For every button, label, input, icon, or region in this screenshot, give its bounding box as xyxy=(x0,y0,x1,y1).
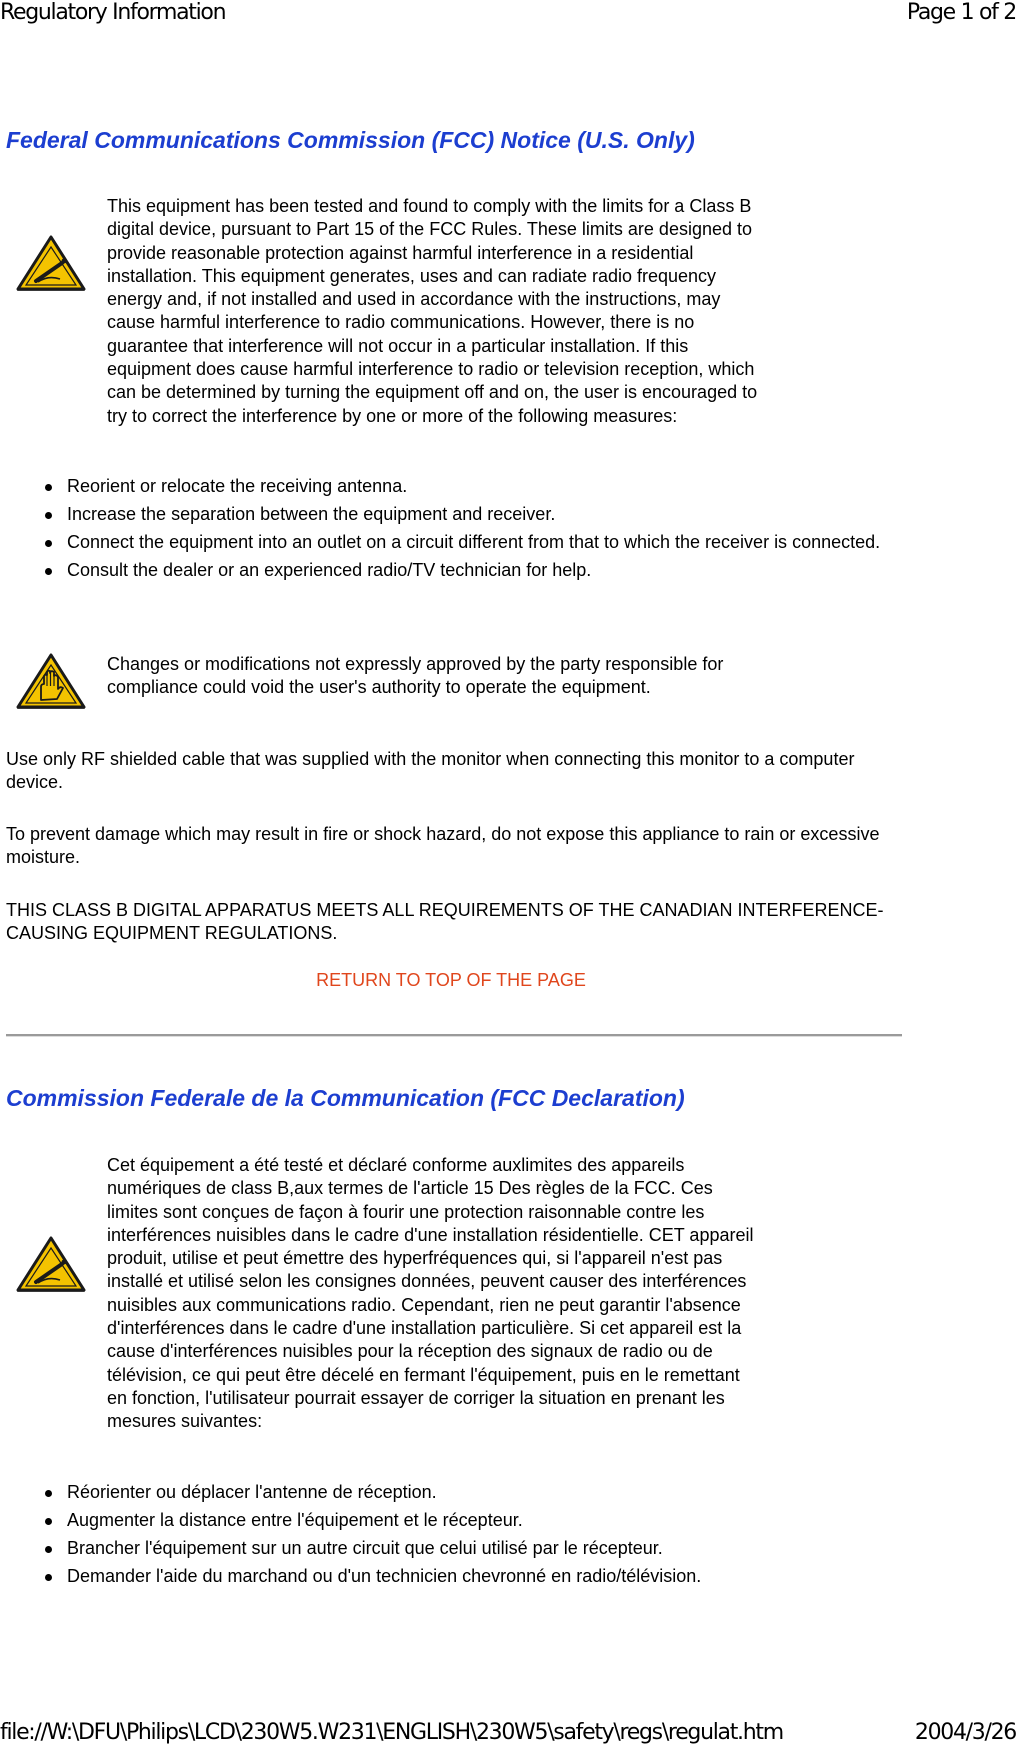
fcc-measures-list xyxy=(6,475,906,587)
list-item: Consult the dealer or an experienced radio/TV technician for help. xyxy=(6,559,906,582)
fire-hazard-paragraph: To prevent damage which may result in fire or shock hazard, do not expose this appliance to rain or excessive moisture. xyxy=(6,824,880,868)
fcc-fr-notice-line: limites sont conçues de façon à fourir une protection raisonnable contre les xyxy=(107,1201,705,1222)
list-item: Connect the equipment into an outlet on a circuit different from that to which the receiver is connected. xyxy=(6,531,907,554)
fcc-notice-line: equipment does cause harmful interference to radio or television reception, which xyxy=(107,359,755,380)
fcc-fr-notice-line: installé et utilisé selon les consignes données, peuvent causer des interférences xyxy=(107,1271,747,1292)
list-item: Reorient or relocate the receiving antenna. xyxy=(6,475,906,498)
print-header-page: Page 1 of 2 xyxy=(906,0,1016,25)
fcc-notice-line: cause harmful interference to radio communications. However, there is no xyxy=(107,312,695,333)
return-to-top-link[interactable]: RETURN TO TOP OF THE PAGE xyxy=(316,970,586,990)
fcc-notice-text xyxy=(107,195,877,428)
hand-caution-icon xyxy=(14,653,88,713)
fcc-fr-measures-list xyxy=(6,1481,906,1593)
pen-warning-icon xyxy=(14,235,88,295)
fcc-notice-line: provide reasonable protection against harmful interference in a residential xyxy=(107,242,694,263)
print-header-title: Regulatory Information xyxy=(0,0,226,25)
list-item: Augmenter la distance entre l'équipement et le récepteur. xyxy=(6,1509,906,1532)
print-footer xyxy=(0,1720,1016,1750)
list-item: Increase the separation between the equipment and receiver. xyxy=(6,503,906,526)
fcc-fr-notice-line: nuisibles aux communications radio. Cependant, rien ne peut garantir l'absence xyxy=(107,1294,741,1315)
fcc-notice-line: can be determined by turning the equipment off and on, the user is encouraged to xyxy=(107,382,758,403)
fcc-caution-text xyxy=(107,653,877,700)
fcc-fr-notice-line: Cet équipement a été testé et déclaré conforme auxlimites des appareils xyxy=(107,1155,685,1175)
fcc-fr-notice-text xyxy=(107,1154,877,1434)
list-item: Réorienter ou déplacer l'antenne de réception. xyxy=(6,1481,906,1504)
fcc-notice-line: energy and, if not installed and used in accordance with the instructions, may xyxy=(107,289,721,310)
fcc-notice-line: guarantee that interference will not occur in a particular installation. If this xyxy=(107,335,689,356)
fcc-fr-notice-line: cause d'interférences nuisibles pour la réception des signaux de radio ou de xyxy=(107,1341,713,1362)
fcc-caution-line: Changes or modifications not expressly approved by the party responsible for xyxy=(107,654,724,674)
canadian-compliance-paragraph: THIS CLASS B DIGITAL APPARATUS MEETS ALL REQUIREMENTS OF THE CANADIAN INTERFERENCE-CAUSING EQUIPMENT REGULATIONS. xyxy=(6,900,884,944)
fcc-section-title: Federal Communications Commission (FCC) Notice (U.S. Only) xyxy=(6,127,695,153)
fcc-notice-line: This equipment has been tested and found to comply with the limits for a Class B xyxy=(107,196,752,216)
fcc-fr-notice-line: mesures suivantes: xyxy=(107,1411,263,1432)
print-footer-date: 2004/3/26 xyxy=(914,1720,1016,1745)
fcc-fr-section-title: Commission Federale de la Communication (FCC Declaration) xyxy=(6,1085,685,1111)
fcc-fr-notice-line: d'interférences dans le cadre d'une installation particulière. Si cet appareil est la xyxy=(107,1318,742,1339)
print-footer-path: file://W:\DFU\Philips\LCD\230W5.W231\ENGLISH\230W5\safety\regs\regulat.htm xyxy=(0,1720,783,1745)
fcc-notice-line: installation. This equipment generates, uses and can radiate radio frequency xyxy=(107,265,717,286)
print-header xyxy=(0,0,1016,30)
list-item: Brancher l'équipement sur un autre circuit que celui utilisé par le récepteur. xyxy=(6,1537,906,1560)
fcc-caution-line: compliance could void the user's authority to operate the equipment. xyxy=(107,677,651,698)
fcc-fr-notice-line: interférences nuisibles dans le cadre d'une installation résidentielle. CET appareil xyxy=(107,1224,754,1245)
fcc-fr-notice-line: numériques de class B,aux termes de l'article 15 Des règles de la FCC. Ces xyxy=(107,1178,713,1199)
rf-cable-paragraph: Use only RF shielded cable that was supplied with the monitor when connecting this monitor to a computer device. xyxy=(6,749,855,793)
fcc-fr-notice-line: produit, utilise et peut émettre des hyperfréquences qui, si l'appareil n'est pas xyxy=(107,1248,723,1269)
fcc-fr-notice-line: télévision, ce qui peut être décelé en fermant l'équipement, puis en le remettant xyxy=(107,1364,740,1385)
section-divider xyxy=(6,1034,902,1037)
fcc-fr-notice-line: en fonction, l'utilisateur pourrait essayer de corriger la situation en prenant les xyxy=(107,1387,725,1408)
pen-warning-icon xyxy=(14,1236,88,1296)
fcc-notice-line: try to correct the interference by one or more of the following measures: xyxy=(107,405,678,426)
list-item: Demander l'aide du marchand ou d'un technicien chevronné en radio/télévision. xyxy=(6,1565,906,1588)
fcc-notice-line: digital device, pursuant to Part 15 of the FCC Rules. These limits are designed to xyxy=(107,219,753,240)
